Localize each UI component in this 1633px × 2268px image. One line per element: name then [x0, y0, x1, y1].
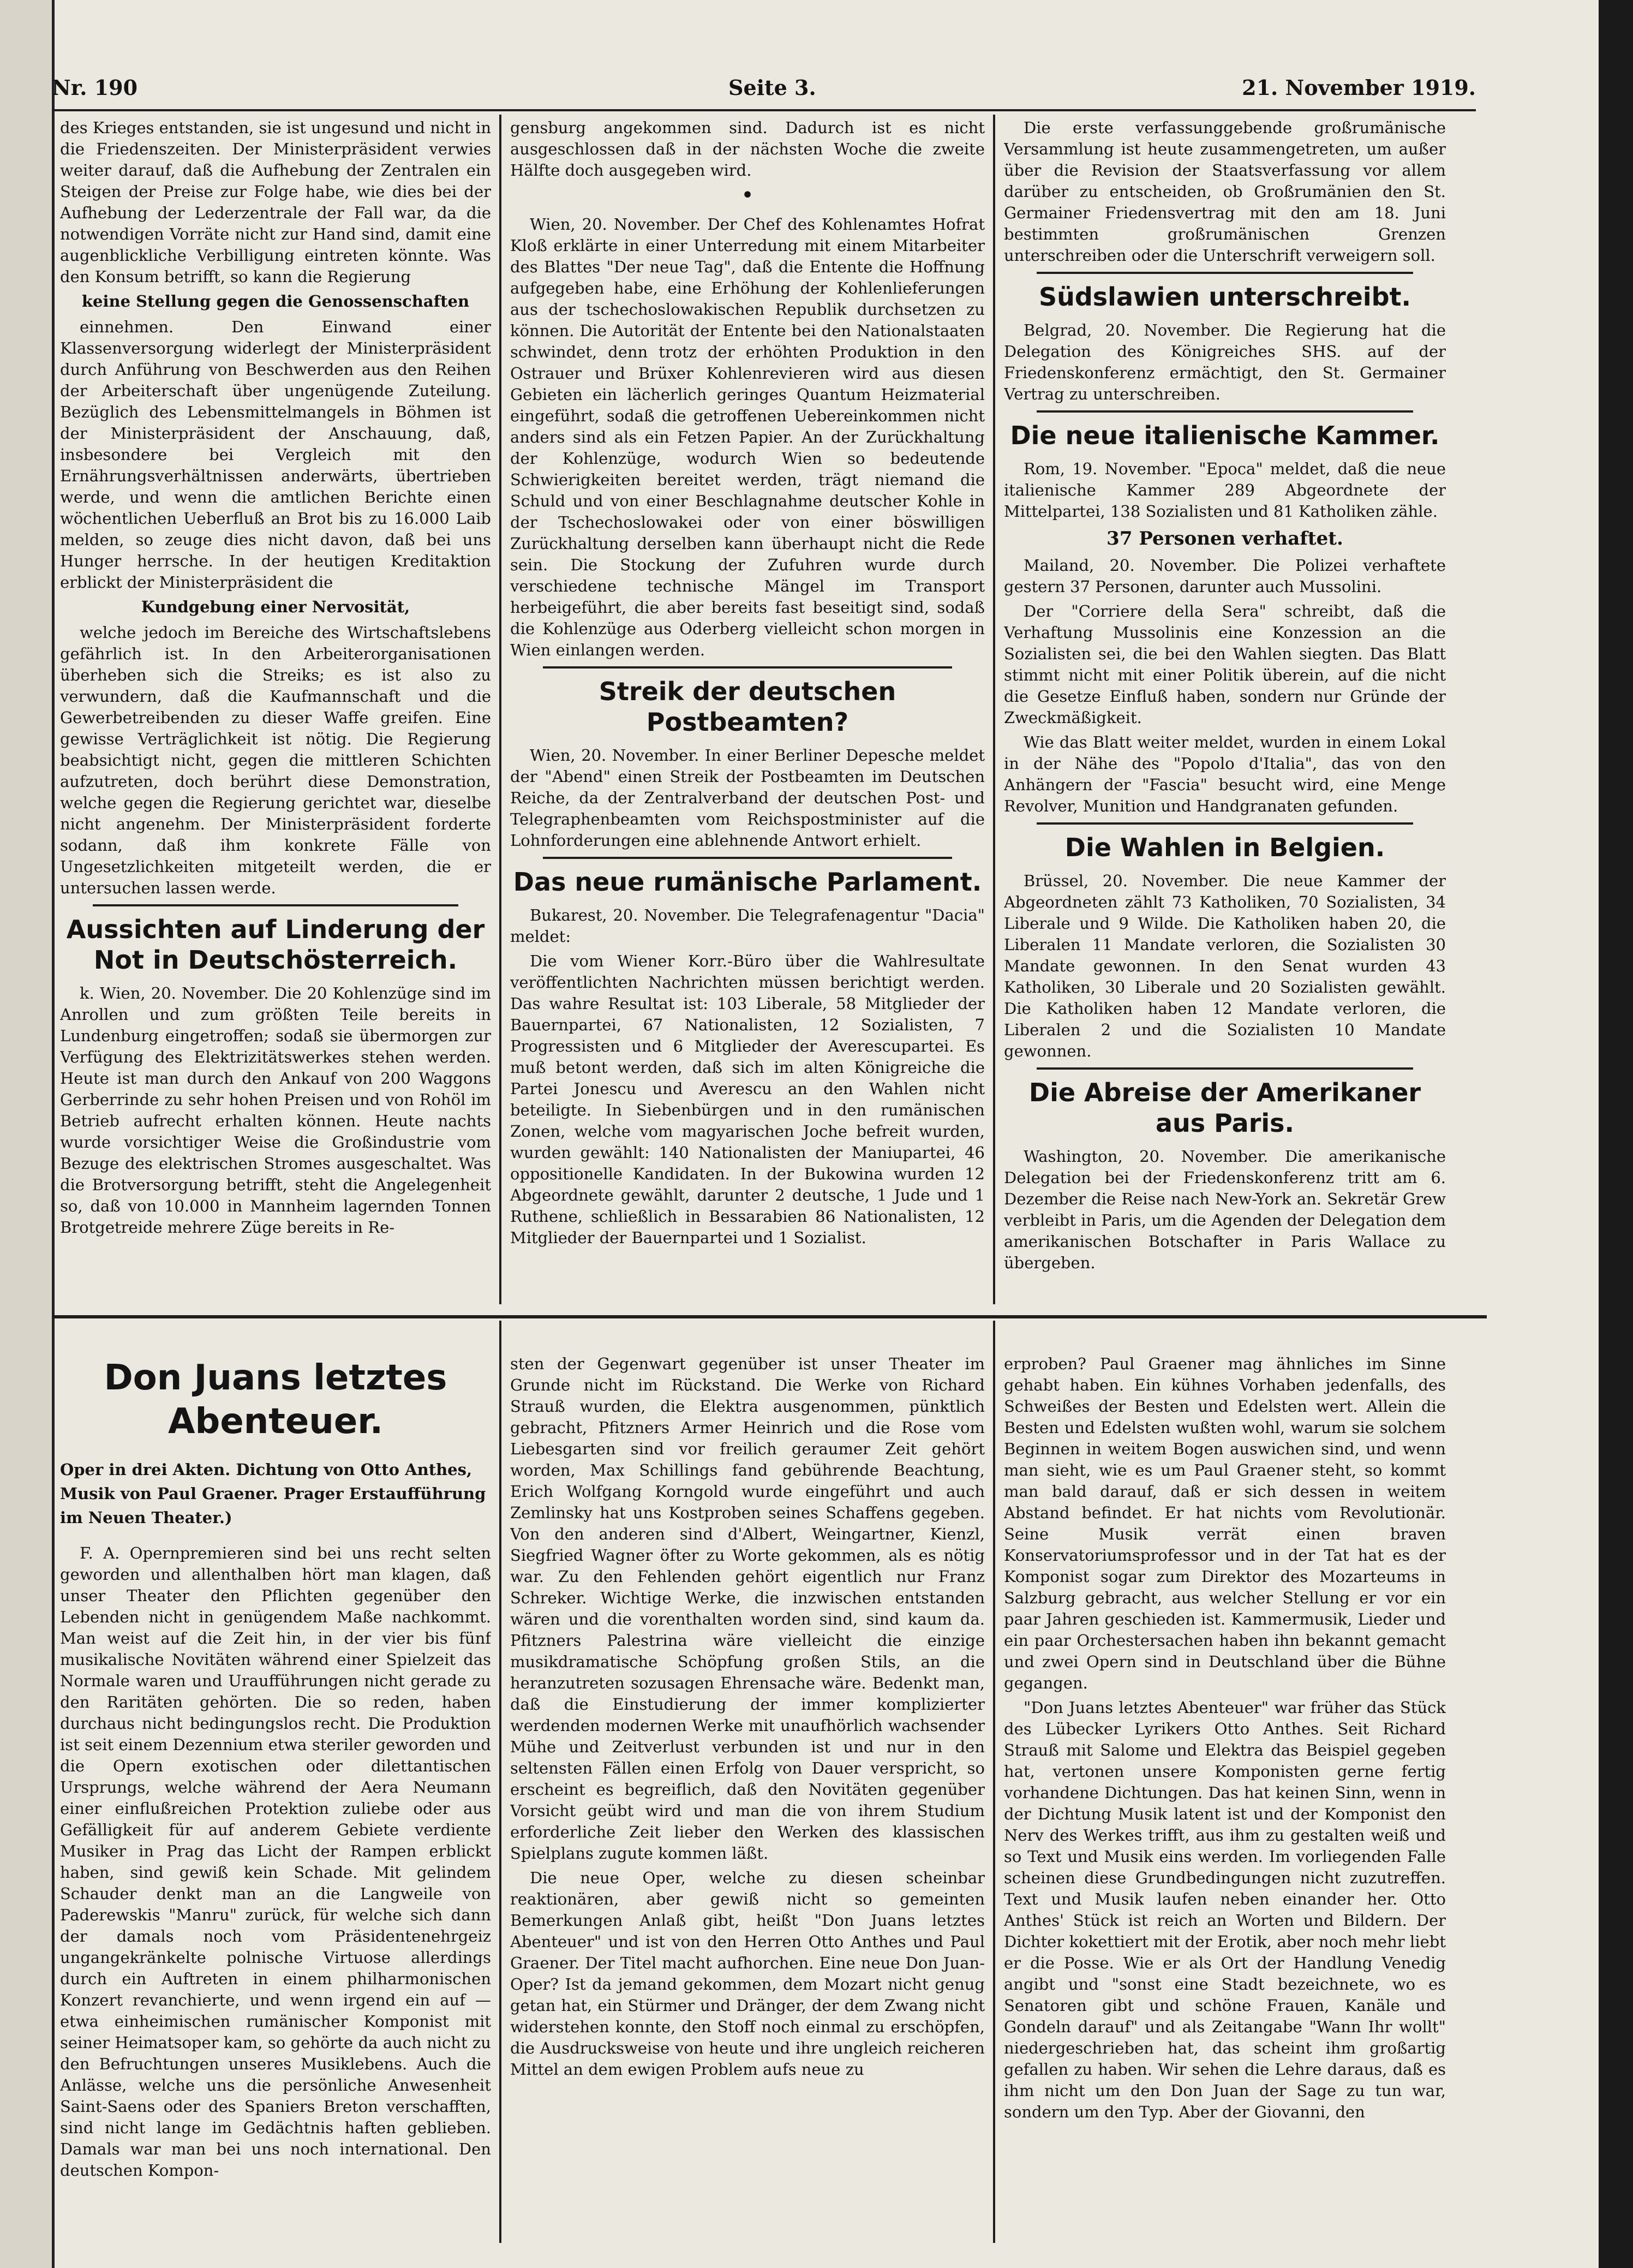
paragraph: des Krieges entstanden, sie ist ungesund und nicht in die Friedenszeiten. Der Ministerpräsident verwies weiter darauf, daß die Aufhebung der Zentralen ein Steigen der Preise zur Folge habe, wie dies bei der Aufhebung der Lederzentrale der Fall war, da die notwendigen Vorräte nicht zur Hand sind, damit eine augenblickliche Verbilligung eintreten könnte. Was den Konsum betrifft, so kann die Regierung: [60, 118, 491, 286]
subheading: Kundgebung einer Nervosität,: [141, 598, 410, 616]
paragraph: Wien, 20. November. In einer Berliner Depesche meldet der "Abend" einen Streik der Postbeamten im Deutschen Reiche, da der Zentralverband der deutschen Post- und Telegraphenbeamten vom Reichspostminister auf die Lohnforderungen eine ablehnende Antwort erhielt.: [510, 746, 985, 850]
feuilleton-column-2: [510, 1353, 985, 2248]
paragraph: Mailand, 20. November. Die Polizei verhaftete gestern 37 Personen, darunter auch Mussolini.: [1004, 556, 1446, 596]
separator-dot: •: [741, 183, 754, 208]
paragraph: sten der Gegenwart gegenüber ist unser Theater im Grunde nicht im Rückstand. Die Werke von Richard Strauß wurden, die Elektra ausgenommen, pünktlich gebracht, Pfitzners Armer Heinrich und die Rose vom Liebesgarten sind vor freilich geraumer Zeit gehört worden, Max Schillings fand gebührende Beachtung, Erich Wolfgang Korngold wurde eingeführt und auch Zemlinsky hat uns Kostproben seines Schaffens gegeben. Von den anderen sind d'Albert, Weingartner, Kienzl, Siegfried Wagner öfter zu Worte gekommen, als es nötig war. Zu den Fehlenden gehört eigentlich nur Franz Schreker. Wichtige Werke, die inzwischen entstanden wären und die vorenthalten worden sind, sind kaum da. Pfitzners Palestrina wäre vielleicht die einzige musikdramatische Schöpfung großen Stils, an die heranzutreten sozusagen Ehrensache wäre. Bedenkt man, daß die Einstudierung der immer komplizierter werdenden modernen Werke mit unaufhörlich wachsender Mühe und Zeitverlust verbunden ist und nur in den seltensten Fällen einen Erfolg von Dauer verspricht, so erscheint es begreiflich, daß den Novitäten gegenüber Vorsicht geübt wird und man die von ihrem Studium erforderliche Zeit lieber den Werken des klassischen Spielplans zugute kommen läßt.: [510, 1354, 985, 1863]
paragraph: Bukarest, 20. November. Die Telegrafenagentur "Dacia" meldet:: [510, 906, 985, 946]
article-heading: 37 Personen verhaftet.: [1106, 528, 1343, 550]
article-heading: Südslawien unterschreibt.: [1038, 282, 1411, 312]
column-3: [1004, 117, 1446, 1307]
divider: [1037, 822, 1413, 825]
paragraph: Die erste verfassunggebende großrumänische Versammlung ist heute zusammengetreten, um außer über die Revision der Staatsverfassung vor allem darüber zu entscheiden, ob Großrumänien den St. Germainer Friedensvertrag mit den am 18. Juni bestimmten großrumänischen Grenzen unterschreiben oder die Unterschrift verweigern soll.: [1004, 118, 1446, 265]
column-1: [60, 117, 491, 1307]
article-heading: Aussichten auf Linderung der Not in Deutschösterreich.: [66, 915, 485, 975]
feuilleton-rule-1: [499, 1321, 501, 2243]
paragraph: "Don Juans letztes Abenteuer" war früher das Stück des Lübecker Lyrikers Otto Anthes. Seit Richard Strauß mit Salome und Elektra das Beispiel gegeben hat, vertonen unsere Komponisten gerne fertig vorhandene Dichtungen. Das hat keinen Sinn, wenn in der Dichtung Musik latent ist und der Komponist den Nerv des Werkes trifft, aus ihm zu gestalten weiß und so Text und Musik eins werden. Im vorliegenden Falle scheinen diese Grundbedingungen nicht zuzutreffen. Text und Musik laufen neben einander her. Otto Anthes' Stück ist reich an Worten und Bildern. Der Dichter kokettiert mit der Erotik, aber noch mehr liebt er die Posse. Wie er als Ort der Handlung Venedig angibt und "sonst eine Stadt bezeichnete, wo es Senatoren gibt und schöne Frauen, Kanäle und Gondeln darauf" und als Zeitangabe "Wann Ihr wollt" niedergeschrieben hat, das scheint ihm großartig gefallen zu haben. Wir sehen die Lehre daraus, daß es ihm nicht um den Don Juan der Sage zu tun war, sondern um den Typ. Aber der Giovanni, den: [1004, 1698, 1446, 2121]
paragraph: Der "Corriere della Sera" schreibt, daß die Verhaftung Mussolinis eine Konzession an die Sozialisten sei, die bei den Wahlen siegten. Das Blatt stimmt nicht mit einer Politik überein, auf die nicht die Gesetze Einfluß haben, sondern nur Gründe der Zweckmäßigkeit.: [1004, 602, 1446, 727]
feuilleton-column-3: [1004, 1353, 1446, 2248]
divider: [93, 904, 458, 906]
paragraph: Die neue Oper, welche zu diesen scheinbar reaktionären, aber gewiß nicht so gemeinten Bemerkungen Anlaß gibt, heißt "Don Juans letztes Abenteuer" und ist von den Herren Otto Anthes und Paul Graener. Der Titel macht aufhorchen. Eine neue Don Juan-Oper? Ist da jemand gekommen, dem Mozart nicht genug getan hat, ein Stürmer und Dränger, der dem Zwang nicht widerstehen konnte, den Stoff noch einmal zu erschöpfen, die Ausdrucksweise von heute und ihre ungleich reicheren Mittel an dem ewigen Problem aufs neue zu: [510, 1869, 985, 2079]
paragraph: welche jedoch im Bereiche des Wirtschaftslebens gefährlich ist. In den Arbeiterorganisationen überheben sich die Streiks; es ist also zu verwundern, daß die Kaufmannschaft und die Gewerbetreibenden zu dieser Waffe greifen. Eine gewisse Verträglichkeit ist nötig. Die Regierung beabsichtigt nicht, gegen die mittleren Schichten aufzutreten, doch berührt diese Demonstration, welche gegen die Regierung gerichtet war, dieselbe nicht angenehm. Der Ministerpräsident forderte sodann, daß ihm konkrete Fälle von Ungesetzlichkeiten mitgeteilt werden, die er untersuchen lassen werde.: [60, 623, 491, 897]
feuilleton-rule: [52, 1315, 1487, 1318]
paragraph: gensburg angekommen sind. Dadurch ist es nicht ausgeschlossen daß in der nächsten Woche die zweite Hälfte doch ausgegeben wird.: [510, 118, 985, 180]
paragraph: Rom, 19. November. "Epoca" meldet, daß die neue italienische Kammer 289 Abgeordnete der Mittelpartei, 138 Sozialisten und 81 Katholiken zähle.: [1004, 459, 1446, 521]
feuilleton-title: Don Juans letztes Abenteuer.: [104, 1358, 447, 1442]
divider: [1037, 272, 1413, 274]
paragraph: Brüssel, 20. November. Die neue Kammer der Abgeordneten zählt 73 Katholiken, 70 Sozialisten, 34 Liberale und 9 Wilde. Die Katholiken haben 20, die Liberalen 11 Mandate verloren, die Sozialisten 30 Mandate gewonnen. In den Senat wurden 43 Katholiken, 30 Liberale und 20 Sozialisten gewählt. Die Katholiken haben 12 Mandate verloren, die Liberalen 2 und die Sozialisten 10 Mandate gewonnen.: [1004, 872, 1446, 1060]
paragraph: Die vom Wiener Korr.-Büro über die Wahlresultate veröffentlichten Nachrichten müssen berichtigt werden. Das wahre Resultat ist: 103 Liberale, 58 Mitglieder der Bauernpartei, 67 Nationalisten, 12 Sozialisten, 7 Progressisten und 6 Mitglieder der Averescupartei. Es muß betont werden, daß sich im alten Königreiche die Partei Jonescu und Averescu an den Wahlen nicht beteiligte. In Siebenbürgen und in den rumänischen Zonen, welche vom magyarischen Joche befreit wurden, wurden gewählt: 140 Nationalisten der Maniupartei, 46 oppositionelle Kandidaten. In der Bukowina wurden 12 Abgeordnete gewählt, darunter 2 deutsche, 1 Jude und 1 Ruthene, schließlich in Bessarabien 86 Nationalisten, 12 Mitglieder der Bauernpartei und 1 Sozialist.: [510, 952, 985, 1247]
paragraph: Wien, 20. November. Der Chef des Kohlenamtes Hofrat Kloß erklärte in einer Unterredung mit einem Mitarbeiter des Blattes "Der neue Tag", daß die Entente die Hoffnung aufgegeben habe, eine Erhöhung der Kohlenlieferungen aus der tschechoslowakischen Republik durchsetzen zu können. Die Autorität der Entente bei den Nationalstaaten schwindet, denn trotz der erhöhten Produktion in den Ostrauer und Brüxer Kohlenrevieren wird aus diesen Gebieten ein lächerlich geringes Quantum Heizmaterial eingeführt, sodaß die getroffenen Uebereinkommen nicht anders sind als ein Fetzen Papier. An der Zurückhaltung der Kohlenzüge, wodurch Wien so bedeutende Schwierigkeiten bereitet werden, trägt niemand die Schuld und von einer Beschlagnahme deutscher Kohle in der Tschechoslowakei oder von einer böswilligen Zurückhaltung derselben kann überhaupt nicht die Rede sein. Die Stockung der Zufuhren wurde durch verschiedene technische Mängel im Transport herbeigeführt, die aber bereits fast beseitigt sind, sodaß die Kohlenzüge aus Oderberg vielleicht schon morgen in Wien einlangen werden.: [510, 215, 985, 659]
article-heading: Streik der deutschen Postbeamten?: [599, 677, 896, 737]
divider: [543, 666, 952, 669]
column-2: [510, 117, 985, 1307]
article-heading: Die Wahlen in Belgien.: [1064, 833, 1385, 862]
paragraph: Washington, 20. November. Die amerikanische Delegation bei der Friedenskonferenz tritt am 6. Dezember die Reise nach New-York an. Sekretär Grew verbleibt in Paris, um die Agenden der Delegation dem amerikanischen Botschafter in Paris Wallace zu übergeben.: [1004, 1147, 1446, 1272]
article-heading: Die neue italienische Kammer.: [1010, 421, 1440, 450]
page-header: [52, 75, 1476, 108]
column-rule-2: [993, 115, 995, 1304]
article-heading: Das neue rumänische Parlament.: [513, 867, 982, 897]
feuilleton-column-1: [60, 1323, 491, 2246]
page-label: Seite 3.: [728, 75, 816, 100]
paragraph: erproben? Paul Graener mag ähnliches im Sinne gehabt haben. Ein kühnes Vorhaben jedenfalls, des Schweißes der Besten und Edelsten wert. Allein die Besten und Edelsten wußten wohl, warum sie solchem Beginnen in weitem Bogen auswichen sind, und wenn man sieht, wie es um Paul Graener steht, so kommt man bald darauf, daß er sich dessen in weitem Abstand befindet. Er hat nichts vom Revolutionär. Seine Musik verrät einen braven Konservatoriumsprofessor und in der Tat hat es der Komponist sogar zum Direktor des Mozarteums in Salzburg gebracht, aus welcher Stellung er vor ein paar Jahren geschieden ist. Kammermusik, Lieder und ein paar Orchestersachen haben ihn bekannt gemacht und zwei Opern sind in Deutschland über die Bühne gegangen.: [1004, 1354, 1446, 1692]
paragraph: Wie das Blatt weiter meldet, wurden in einem Lokal in der Nähe des "Popolo d'Italia", das von den Anhängern der "Fascia" besucht wird, eine Menge Revolver, Munition und Handgranaten gefunden.: [1004, 733, 1446, 815]
issue-number: Nr. 190: [52, 75, 138, 100]
subheading: keine Stellung gegen die Genossenschaften: [81, 292, 470, 311]
divider: [1037, 1067, 1413, 1070]
paragraph: einnehmen. Den Einwand einer Klassenversorgung widerlegt der Ministerpräsident durch Anführung von Beschwerden aus den Reihen der Arbeiterschaft über ungenügende Zuteilung. Bezüglich des Lebensmittelmangels in Böhmen ist der Ministerpräsident der Anschauung, daß, insbesondere bei Vergleich mit den Ernährungsverhältnissen anderwärts, übertrieben werde, und wenn die amtlichen Berichte einen wöchentlichen Ueberfluß an Brot bis zu 16.000 Laib melden, so zeuge dies nicht davon, daß bei uns Hunger herrsche. In der heutigen Kreditaktion erblickt der Ministerpräsident die: [60, 318, 491, 592]
paragraph: k. Wien, 20. November. Die 20 Kohlenzüge sind im Anrollen und zum größten Teile bereits in Lundenburg eingetroffen; sodaß sie übermorgen zur Verfügung des Elektrizitätswerkes stehen werden. Heute ist man durch den Ankauf von 200 Waggons Gerberrinde zu sehr hohen Preisen und von Rohöl im Betrieb aufrecht erhalten können. Heute nachts wurde vorsichtiger Weise die Großindustrie vom Bezuge des elektrischen Stromes ausgeschaltet. Was die Brotversorgung betrifft, steht die Angelegenheit so, daß von 10.000 in Mannheim lagernden Tonnen Brotgetreide mehrere Züge bereits in Re-: [60, 984, 491, 1237]
feuilleton-rule-2: [993, 1321, 995, 2243]
article-heading: Die Abreise der Amerikaner aus Paris.: [1028, 1078, 1421, 1138]
issue-date: 21. November 1919.: [1242, 75, 1476, 100]
scan-border: [1599, 0, 1633, 2268]
divider: [1037, 410, 1413, 413]
binding-edge: [0, 0, 55, 2268]
column-rule-1: [499, 115, 501, 1304]
header-rule: [52, 109, 1476, 111]
paragraph: Belgrad, 20. November. Die Regierung hat die Delegation des Königreiches SHS. auf der Friedenskonferenz ermächtigt, den St. Germainer Vertrag zu unterschreiben.: [1004, 321, 1446, 403]
feuilleton-subtitle: Oper in drei Akten. Dichtung von Otto Anthes, Musik von Paul Graener. Prager Erstaufführung im Neuen Theater.): [60, 1460, 486, 1527]
paragraph: F. A. Opernpremieren sind bei uns recht selten geworden und allenthalben hört man klagen, daß unser Theater den Pflichten gegenüber den Lebenden nicht in genügendem Maße nachkommt. Man weist auf die Zeit hin, in der vier bis fünf musikalische Novitäten während einer Spielzeit das Normale waren und Uraufführungen nicht gerade zu den Raritäten gehörten. Die so reden, haben durchaus nicht bedingungslos recht. Die Produktion ist seit einem Dezennium etwa steriler geworden und die Opern exotischen oder dilettantischen Ursprungs, welche während der Aera Neumann einer einflußreichen Protektion zuliebe oder aus Gefälligkeit für auf anderem Gebiete verdiente Musiker in Prag das Licht der Rampen erblickt haben, sind gewiß kein Schade. Mit gelindem Schauder denkt man an die Langweile von Paderewskis "Manru" zurück, für welche sich dann der damals noch vom Präsidentenehrgeiz ungangekränkelte polnische Virtuose allerdings durch ein Auftreten in einem philharmonischen Konzert revanchierte, und wenn irgend ein auf — etwa einheimischen rumänischer Komponist mit seiner Heimatsoper kam, so gehörte da auch nicht zu den Befruchtungen unseres Musiklebens. Auch die Anlässe, welche uns die persönliche Anwesenheit Saint-Saens oder des Spaniers Breton verschafften, sind nicht lange im Gedächtnis haften geblieben. Damals war man bei uns noch international. Den deutschen Kompon-: [60, 1544, 491, 2180]
divider: [543, 857, 952, 859]
